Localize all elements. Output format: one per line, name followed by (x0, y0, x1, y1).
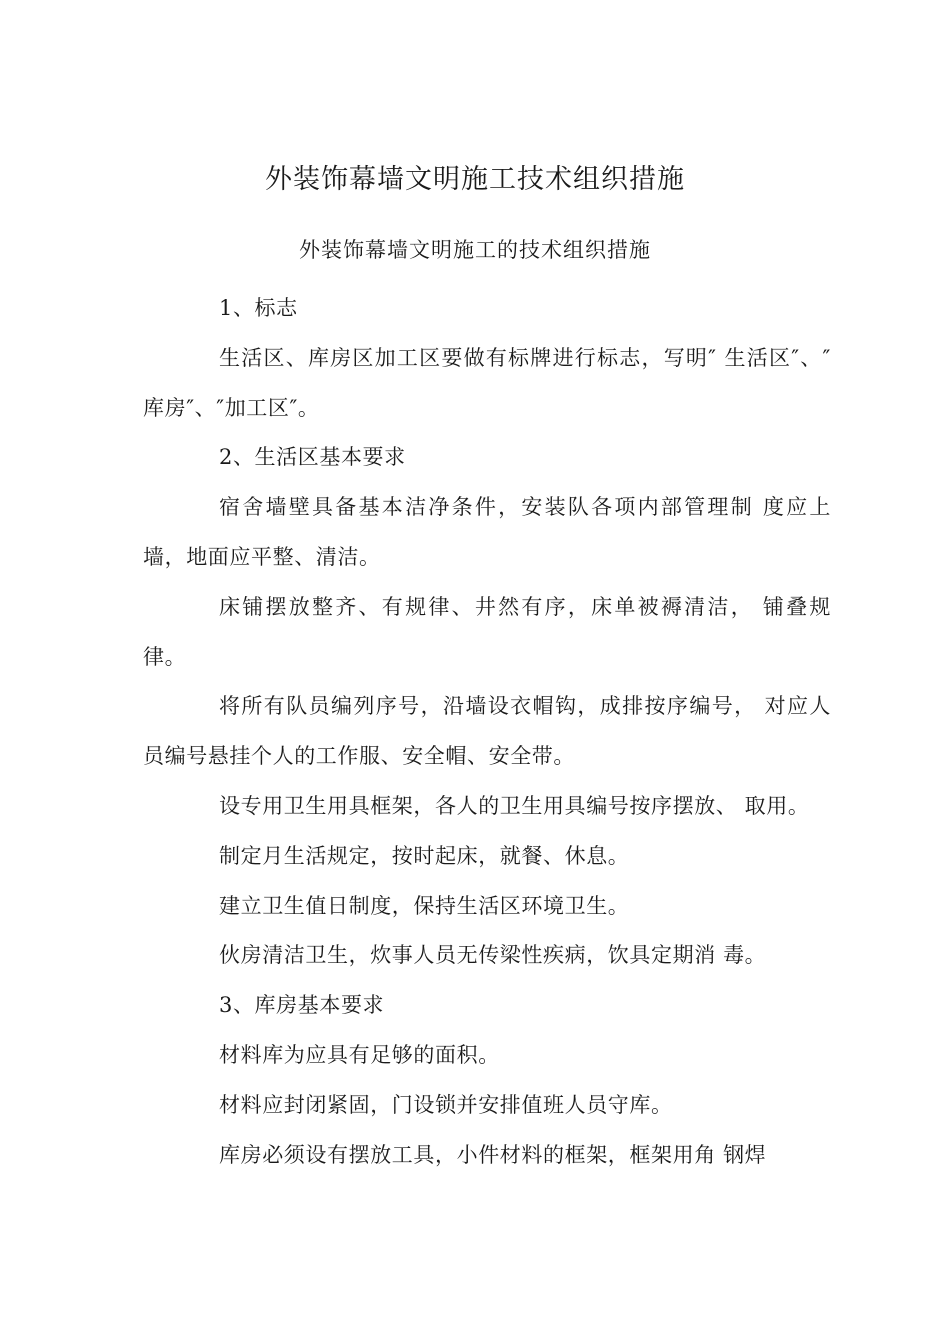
paragraph: 生活区、库房区加工区要做有标牌进行标志，写明″ 生活区″、″库房″、″加工区″。 (143, 345, 831, 420)
paragraph: 设专用卫生用具框架，各人的卫生用具编号按序摆放、 取用。 (219, 793, 810, 818)
paragraph: 将所有队员编列序号，沿墙设衣帽钩，成排按序编号， 对应人员编号悬挂个人的工作服、安全帽、安全带。 (143, 694, 831, 769)
document-title: 外装饰幕墙文明施工技术组织措施 (265, 164, 685, 195)
section-heading-warehouse: 3、库房基本要求 (219, 993, 385, 1018)
paragraph: 材料库为应具有足够的面积。 (219, 1042, 500, 1067)
paragraph: 宿舍墙壁具备基本洁净条件，安装队各项内部管理制 度应上墙，地面应平整、清洁。 (143, 495, 831, 569)
paragraph: 制定月生活规定，按时起床，就餐、休息。 (219, 843, 630, 868)
paragraph: 库房必须设有摆放工具，小件材料的框架，框架用角 钢焊 (219, 1142, 767, 1167)
document-subtitle: 外装饰幕墙文明施工的技术组织措施 (299, 238, 651, 262)
document-body (143, 284, 831, 1180)
section-heading-living-area: 2、生活区基本要求 (219, 445, 406, 470)
paragraph: 床铺摆放整齐、有规律、井然有序，床单被褥清洁， 铺叠规律。 (143, 594, 831, 669)
section-heading-signs: 1、标志 (219, 296, 298, 320)
paragraph: 建立卫生值日制度，保持生活区环境卫生。 (219, 893, 630, 918)
paragraph: 材料应封闭紧固，门设锁并安排值班人员守库。 (219, 1092, 673, 1117)
paragraph: 伙房清洁卫生，炊事人员无传梁性疾病，饮具定期消 毒。 (219, 943, 767, 968)
